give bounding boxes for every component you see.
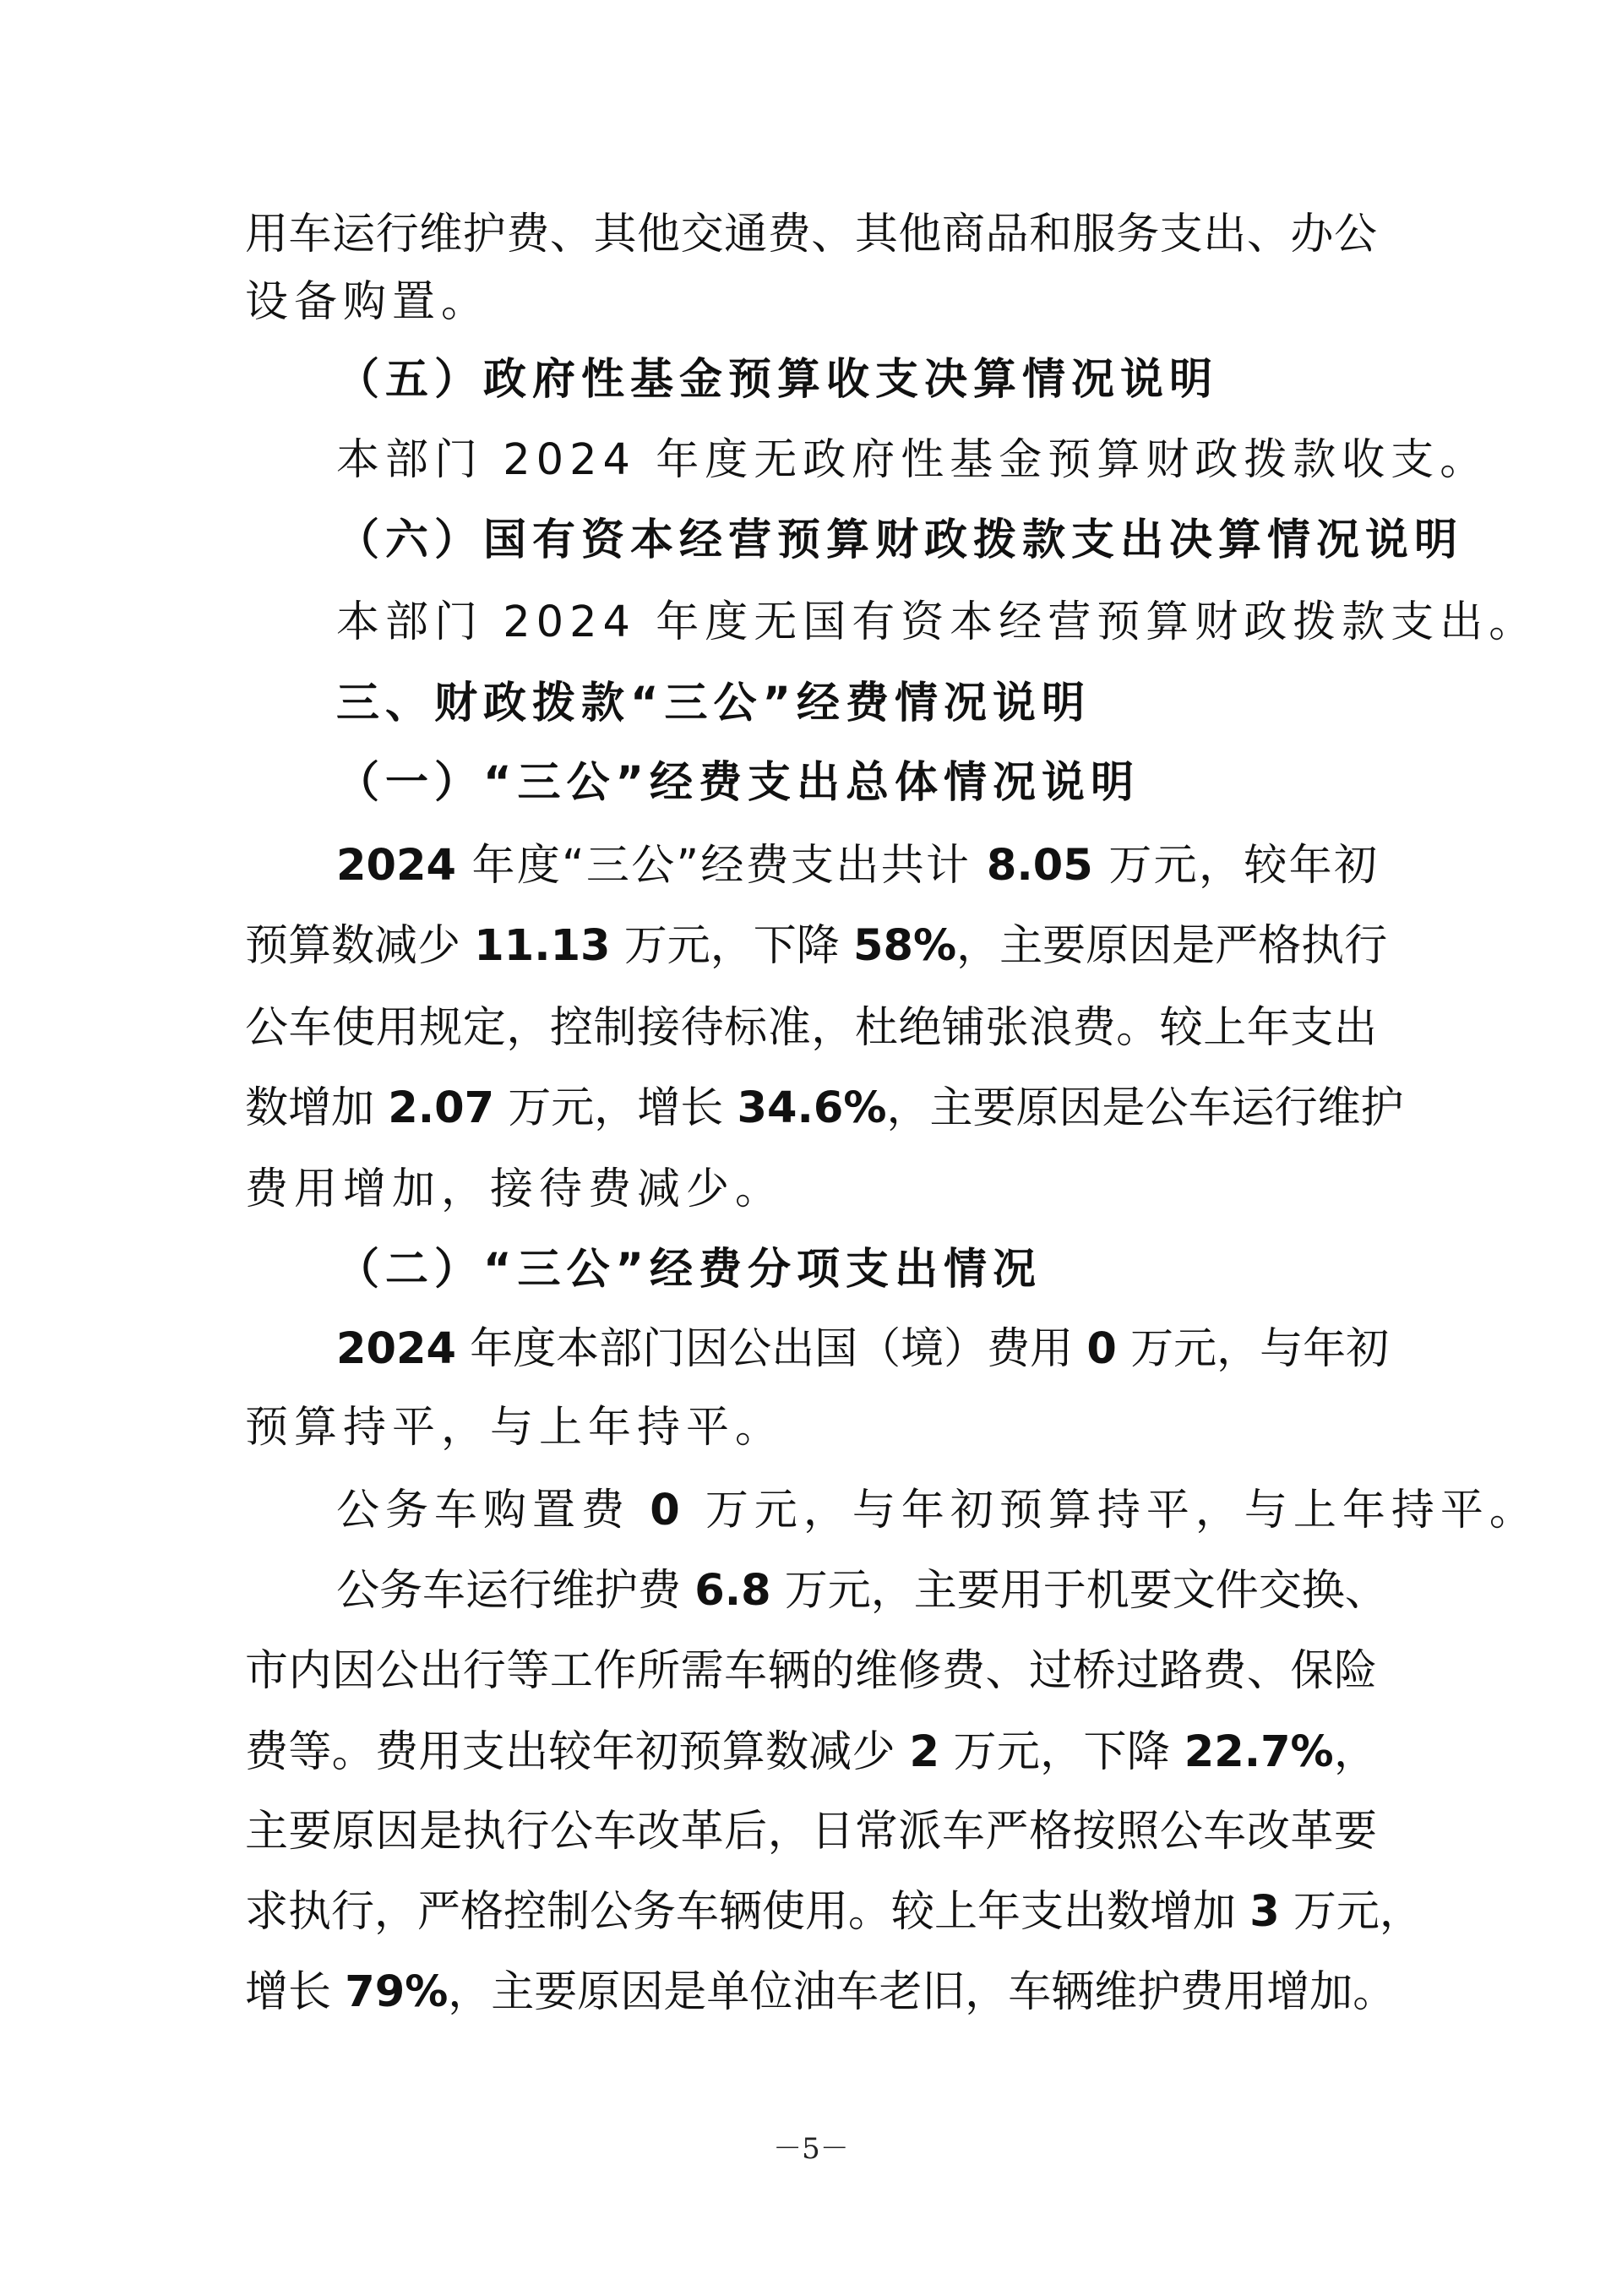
paragraph-line: 用车运行维护费、其他交通费、其他商品和服务支出、办公 (245, 210, 1377, 259)
text-run: 年度本部门因公出国（境）费用 (455, 1324, 1087, 1374)
paragraph-line (245, 1883, 1423, 1942)
section-heading-5: （五）政府性基金预算收支决算情况说明 (336, 355, 1219, 405)
paragraph-line: 公车使用规定，控制接待标准，杜绝铺张浪费。较上年支出 (245, 1003, 1377, 1053)
maintenance-decrease-value: 2 (909, 1727, 939, 1777)
subsection-2-heading: （二）“三公”经费分项支出情况 (336, 1245, 1042, 1295)
decrease-value: 11.13 (474, 921, 611, 971)
text-run: 万元，下降 (610, 921, 853, 971)
text-run: 预算数减少 (245, 921, 475, 971)
paragraph-line (245, 1963, 1396, 2022)
increase-value: 2.07 (388, 1083, 495, 1133)
text-run: 年度“三公”经费支出共计 (455, 841, 987, 891)
paragraph-line (336, 1481, 1538, 1541)
paragraph-line: 预算持平，与上年持平。 (245, 1403, 785, 1453)
year-value: 2024 (336, 1324, 456, 1374)
text-run: 费等。费用支出较年初预算数减少 (245, 1727, 910, 1777)
text-run: 万元， (1279, 1887, 1423, 1937)
paragraph-line (336, 1320, 1390, 1379)
vehicle-maintenance-value: 6.8 (694, 1566, 771, 1616)
decrease-percent: 58% (852, 921, 957, 971)
maintenance-increase-percent: 79% (345, 1967, 449, 2017)
subsection-1-heading: （一）“三公”经费支出总体情况说明 (336, 758, 1140, 808)
paragraph-line: 市内因公出行等工作所需车辆的维修费、过桥过路费、保险 (245, 1646, 1377, 1696)
text-run: 数增加 (245, 1083, 389, 1133)
year-value: 2024 (336, 841, 456, 891)
text-run: 增长 (245, 1967, 346, 2017)
paragraph-line: 费用增加，接待费减少。 (245, 1164, 785, 1214)
text-run: 万元，较年初 (1092, 841, 1377, 891)
increase-percent: 34.6% (737, 1083, 887, 1133)
text-run: ，主要原因是单位油车老旧，车辆维护费用增加。 (448, 1967, 1396, 2017)
paragraph-line (245, 917, 1388, 976)
total-value: 8.05 (986, 841, 1093, 891)
paragraph-line: 主要原因是执行公车改革后，日常派车严格按照公车改革要 (245, 1807, 1377, 1857)
text-run: 公务车购置费 (336, 1486, 650, 1535)
text-run: 万元，与年初 (1116, 1324, 1390, 1374)
part-3-heading: 三、财政拨款“三公”经费情况说明 (336, 679, 1091, 728)
vehicle-purchase-value: 0 (650, 1486, 686, 1535)
text-run: 万元，主要用于机要文件交换、 (770, 1566, 1388, 1616)
text-run: ，主要原因是公车运行维护 (886, 1083, 1404, 1133)
paragraph-line: 设备购置。 (245, 277, 491, 327)
text-run: 万元，下降 (939, 1727, 1184, 1777)
text-run: 求执行，严格控制公务车辆使用。较上年支出数增加 (245, 1887, 1250, 1937)
text-run: 万元，增长 (494, 1083, 738, 1133)
text-run: 万元，与年初预算持平，与上年持平。 (685, 1486, 1538, 1535)
paragraph-line (245, 1723, 1377, 1782)
section-5-body: 本部门 2024 年度无政府性基金预算财政拨款收支。 (336, 435, 1489, 485)
text-run: 公务车运行维护费 (336, 1566, 695, 1616)
text-run: ， (1333, 1727, 1377, 1777)
section-6-body: 本部门 2024 年度无国有资本经营预算财政拨款支出。 (336, 597, 1538, 647)
maintenance-decrease-percent: 22.7% (1184, 1727, 1334, 1777)
maintenance-increase-value: 3 (1249, 1887, 1280, 1937)
paragraph-line (336, 1562, 1388, 1621)
paragraph-line (336, 837, 1377, 896)
overseas-cost-value: 0 (1086, 1324, 1117, 1374)
section-heading-6: （六）国有资本经营预算财政拨款支出决算情况说明 (336, 515, 1464, 565)
page-number: －5－ (773, 2132, 849, 2166)
text-run: ，主要原因是严格执行 (956, 921, 1388, 971)
paragraph-line (245, 1079, 1404, 1138)
